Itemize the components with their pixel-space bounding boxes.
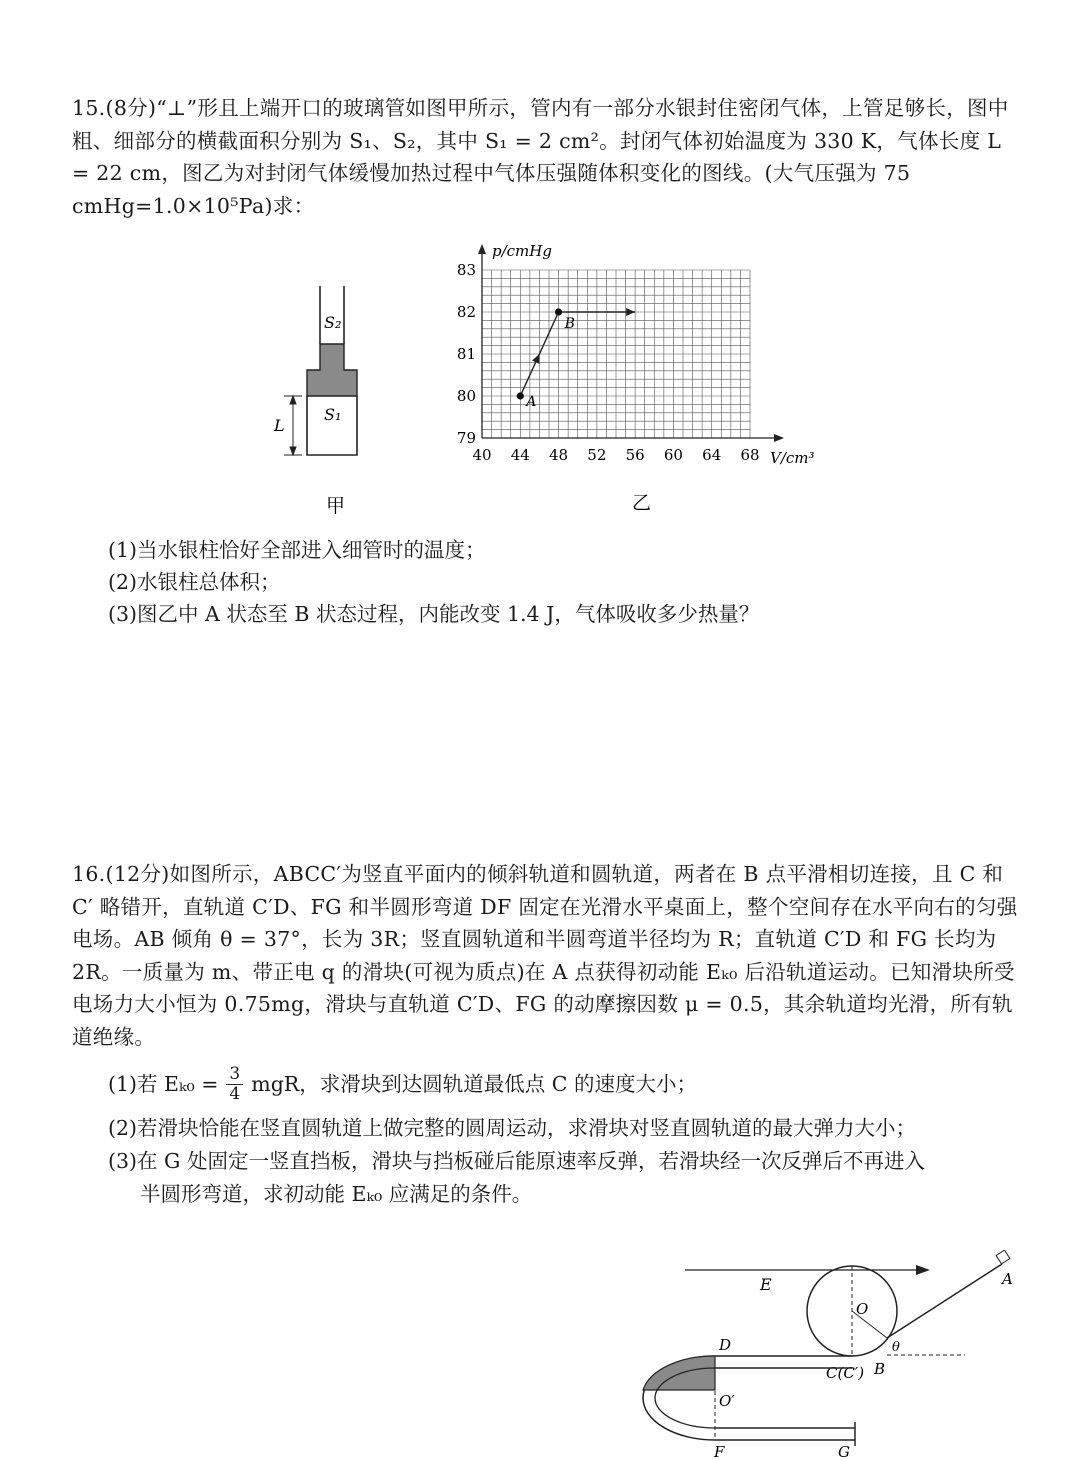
q16-sub-1 <box>108 1062 697 1106</box>
label-o-prime: O′ <box>719 1392 735 1410</box>
point-label-b: B <box>564 316 575 332</box>
y-tick-label: 83 <box>456 261 476 279</box>
y-tick-label: 79 <box>456 429 476 447</box>
y-axis-arrow <box>478 244 486 254</box>
label-l: L <box>274 416 285 435</box>
figure-q16-track <box>630 1250 1050 1460</box>
x-tick-label: 56 <box>625 446 645 464</box>
label-s1: S₁ <box>324 405 342 424</box>
figure-jia <box>262 280 382 530</box>
label-g: G <box>838 1443 850 1460</box>
q16-sub-3-line1: (3)在 G 处固定一竖直挡板，滑块与挡板碰后能原速率反弹，若滑块经一次反弹后不再进入 <box>108 1149 925 1173</box>
q16-number: 16. <box>72 862 106 886</box>
fraction-den: 4 <box>229 1083 241 1104</box>
chart-axes <box>478 244 784 442</box>
x-tick-label: 68 <box>740 446 760 464</box>
label-e: E <box>760 1275 772 1294</box>
point-label-a: A <box>526 394 537 410</box>
label-d: D <box>719 1336 732 1354</box>
x-tick-label: 64 <box>702 446 722 464</box>
chart-grid <box>482 270 750 438</box>
chart-ylabel: p/cmHg <box>492 242 552 260</box>
label-a: A <box>1002 1270 1013 1288</box>
fraction-num: 3 <box>226 1065 243 1085</box>
label-c: C(C′) <box>826 1364 865 1382</box>
point-a <box>517 392 524 399</box>
x-tick-label: 52 <box>587 446 607 464</box>
q16-sub1-pre: (1)若 Eₖ₀ = <box>108 1072 219 1096</box>
figure-yi-chart <box>440 236 840 526</box>
x-tick-label: 44 <box>510 446 530 464</box>
q15-sub-2: (2)水银柱总体积； <box>108 570 281 594</box>
point-b <box>555 308 562 315</box>
q15-sub-3: (3)图乙中 A 状态至 B 状态过程，内能改变 1.4 J，气体吸收多少热量？ <box>108 602 760 626</box>
y-tick-label: 80 <box>456 387 476 405</box>
y-tick-label: 82 <box>456 303 476 321</box>
caption-jia: 甲 <box>326 495 346 517</box>
q16-text: (12分)如图所示，ABCC′为竖直平面内的倾斜轨道和圆轨道，两者在 B 点平滑相切连接，且 C 和 C′ 略错开，直轨道 C′D、FG 和半圆形弯道 DF 固定在光滑水平桌面上，整个空间存在水平向右的匀强电场。AB 倾角 θ = 37°，长为 3R；竖直圆轨道和半圆弯道半径均为 R；直轨道 C′D 和 FG 长均为 2R。一质量为 m、带正电 q 的滑块(可视为质点)在 A 点获得初动能 Eₖ₀ 后沿轨道运动。已知滑块所受电场力大小恒为 0.75mg，滑块与直轨道 C′D、FG 的动摩擦因数 μ = 0.5，其余轨道均光滑，所有轨道绝缘。 <box>72 862 1018 1049</box>
chart-xlabel: V/cm³ <box>770 449 815 467</box>
label-theta: θ <box>892 1340 900 1355</box>
x-axis-arrow <box>774 434 784 442</box>
q16-stem <box>72 858 1022 1053</box>
y-tick-label: 81 <box>456 345 476 363</box>
q15-text: (8分)“⊥”形且上端开口的玻璃管如图甲所示，管内有一部分水银封住密闭气体，上管足够长，图中粗、细部分的横截面积分别为 S₁、S₂，其中 S₁ = 2 cm²。封闭气体初始温度为 330 K，气体长度 L = 22 cm，图乙为对封闭气体缓慢加热过程中气体压强随体积变化的图线。(大气压强为 75 cmHg=1.0×10⁵Pa)求： <box>72 96 1009 218</box>
caption-yi: 乙 <box>632 492 652 514</box>
q15-stem <box>72 92 1022 222</box>
x-tick-label: 60 <box>663 446 683 464</box>
q15-number: 15. <box>72 96 106 120</box>
label-b: B <box>874 1360 886 1378</box>
label-f: F <box>714 1443 725 1460</box>
label-s2: S₂ <box>324 313 342 332</box>
q16-sub1-post: mgR，求滑块到达圆轨道最低点 C 的速度大小； <box>251 1072 697 1096</box>
q16-sub-3-line2: 半圆形弯道，求初动能 Eₖ₀ 应满足的条件。 <box>140 1182 533 1206</box>
q15-sub-1: (1)当水银柱恰好全部进入细管时的温度； <box>108 538 486 562</box>
q16-sub-2: (2)若滑块恰能在竖直圆轨道上做完整的圆周运动，求滑块对竖直圆轨道的最大弹力大小； <box>108 1116 917 1140</box>
label-o: O <box>856 1300 869 1318</box>
x-tick-label: 40 <box>472 446 492 464</box>
process-arrow <box>626 308 635 316</box>
chart-marks <box>517 308 635 410</box>
fraction-3-4 <box>226 1065 243 1104</box>
x-tick-label: 48 <box>549 446 569 464</box>
